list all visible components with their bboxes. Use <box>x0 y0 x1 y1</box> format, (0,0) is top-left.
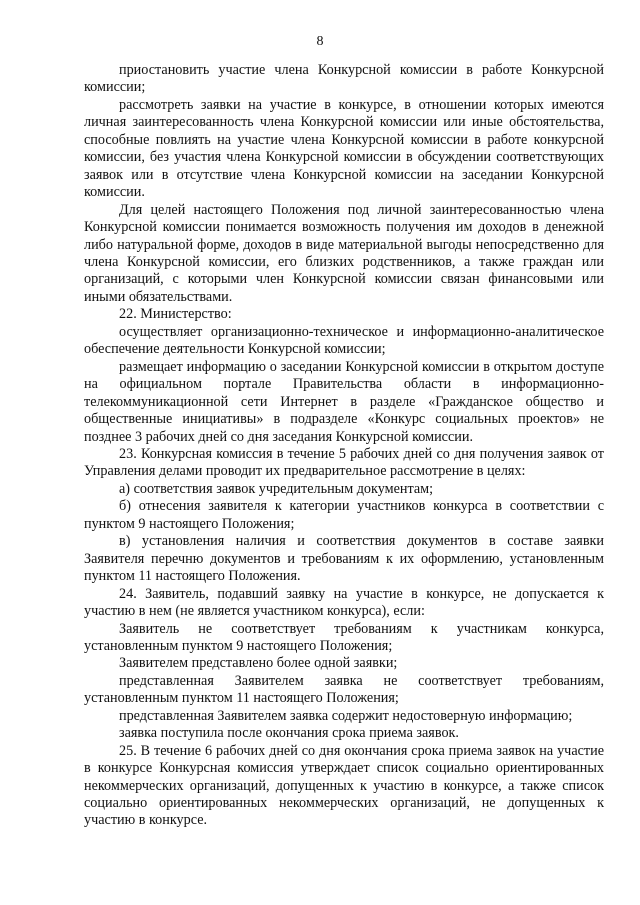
page-number: 8 <box>316 34 324 49</box>
paragraph-item-22-heading: 22. Министерство: <box>119 306 232 323</box>
paragraph-item-22-support: осуществляет организационно-техническое и информационно-аналитическое обеспечение деятельности Конкурсной комиссии; <box>84 323 604 358</box>
paragraph-item-24-requirements: Заявитель не соответствует требованиям к участникам конкурса, установленным пунктом 9 настоящего Положения; <box>84 620 604 654</box>
paragraph-item-23-v: в) установления наличия и соответствия документов в составе заявки Заявителя перечню документов и требованиям к их оформлению, установленным пунктом 11 настоящего Положения. <box>84 533 604 585</box>
paragraph-item-24-false-info: представленная Заявителем заявка содержит недостоверную информацию; <box>119 707 573 724</box>
paragraph-item-23-b: б) отнесения заявителя к категории участников конкурса в соответствии с пунктом 9 настоящего Положения; <box>84 498 604 532</box>
paragraph-item-24-late: заявка поступила после окончания срока приема заявок. <box>119 725 459 742</box>
paragraph-item-25: 25. В течение 6 рабочих дней со дня окончания срока приема заявок на участие в конкурсе Конкурсная комиссия утверждает список социально ориентированных некоммерческих организаций, допущенных к участию в конкурсе, а также список социально ориентированных некоммерческих организаций, не допущенных к участию в конкурсе. <box>84 742 604 829</box>
paragraph-review-applications: рассмотреть заявки на участие в конкурсе, в отношении которых имеются личная заинтересованность члена Конкурсной комиссии или иные обстоятельства, способные повлиять на участие члена Конкурсной комиссии в работе конкурсной комиссии, без участия члена Конкурсной комиссии в обсуждении соответствующих заявок или в отсутствие члена Конкурсной комиссии на заседании Конкурсной комиссии. <box>84 96 604 201</box>
paragraph-suspend-member: приостановить участие члена Конкурсной комиссии в работе Конкурсной комиссии; <box>84 62 604 96</box>
paragraph-item-23: 23. Конкурсная комиссия в течение 5 рабочих дней со дня получения заявок от Управления делами проводит их предварительное рассмотрение в целях: <box>84 445 604 480</box>
paragraph-item-24-multiple: Заявителем представлено более одной заявки; <box>119 655 398 672</box>
document-body <box>84 62 604 830</box>
paragraph-item-23-a: а) соответствия заявок учредительным документам; <box>119 480 434 497</box>
paragraph-personal-interest-definition: Для целей настоящего Положения под личной заинтересованностью члена Конкурсной комиссии понимается возможность получения им доходов в денежной либо натуральной форме, доходов в виде материальной выгоды непосредственно для члена Конкурсной комиссии, его близких родственников, а также граждан или организаций, с которыми член Конкурсной комиссии связан финансовыми или иными обязательствами. <box>84 201 604 305</box>
paragraph-item-22-publication: размещает информацию о заседании Конкурсной комиссии в открытом доступе на официальном портале Правительства области в информационно-телекоммуникационной сети Интернет в разделе «Гражданское общество и общественные инициативы» в подразделе «Конкурс социальных проектов» не позднее 3 рабочих дней со дня заседания Конкурсной комиссии. <box>84 358 604 445</box>
paragraph-item-24-noncompliant: представленная Заявителем заявка не соответствует требованиям, установленным пунктом 11 настоящего Положения; <box>84 672 604 707</box>
paragraph-item-24: 24. Заявитель, подавший заявку на участие в конкурсе, не допускается к участию в нем (не является участником конкурса), если: <box>84 585 604 620</box>
